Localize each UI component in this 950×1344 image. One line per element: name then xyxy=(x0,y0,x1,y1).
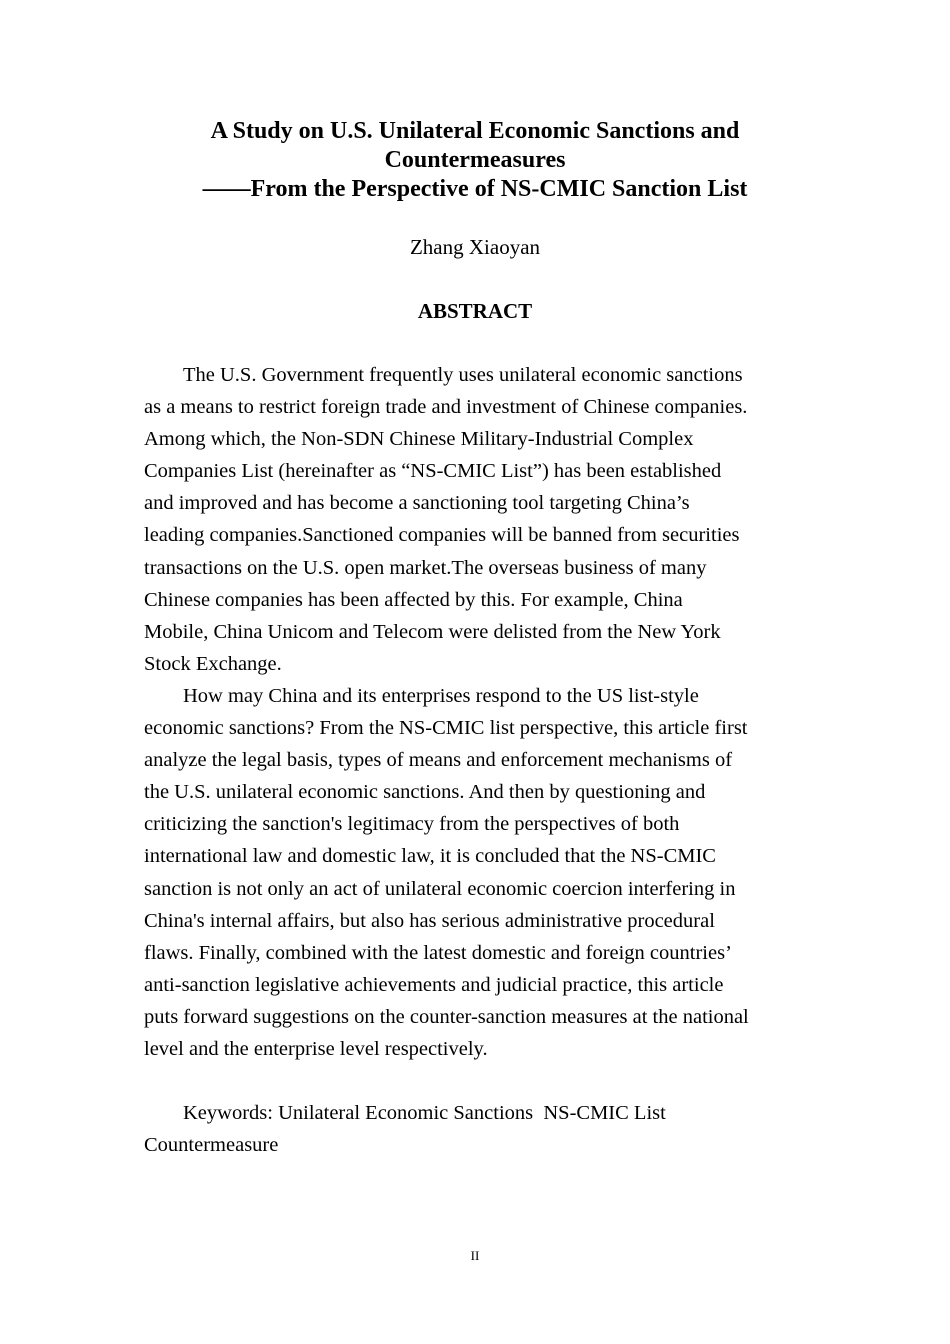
paragraph-line: puts forward suggestions on the counter-sanction measures at the national xyxy=(144,1005,749,1028)
keywords-line-2: Countermeasure xyxy=(144,1134,279,1157)
abstract-body xyxy=(144,359,806,1065)
paragraph-line: leading companies.Sanctioned companies will be banned from securities xyxy=(144,524,740,547)
paragraph-line: Chinese companies has been affected by this. For example, China xyxy=(144,588,683,611)
paragraph-line: How may China and its enterprises respond to the US list-style xyxy=(183,684,699,707)
paragraph-line: flaws. Finally, combined with the latest domestic and foreign countries’ xyxy=(144,941,732,964)
keywords-line-1: Keywords: Unilateral Economic Sanctions NS-CMIC List xyxy=(183,1102,666,1124)
title-line-1: A Study on U.S. Unilateral Economic Sanctions and xyxy=(210,118,740,144)
abstract-paragraph-1 xyxy=(144,359,806,680)
paragraph-line: China's internal affairs, but also has serious administrative procedural xyxy=(144,909,715,932)
paragraph-line: the U.S. unilateral economic sanctions. And then by questioning and xyxy=(144,781,706,804)
abstract-heading: ABSTRACT xyxy=(417,299,533,323)
page-number: II xyxy=(470,1248,480,1263)
paragraph-line: sanction is not only an act of unilateral economic coercion interfering in xyxy=(144,877,736,900)
paragraph-line: analyze the legal basis, types of means and enforcement mechanisms of xyxy=(144,749,733,772)
paragraph-line: and improved and has become a sanctioning tool targeting China’s xyxy=(144,492,690,515)
paragraph-line: anti-sanction legislative achievements and judicial practice, this article xyxy=(144,973,724,996)
paragraph-line: level and the enterprise level respectively. xyxy=(144,1037,488,1060)
paragraph-line: Mobile, China Unicom and Telecom were delisted from the New York xyxy=(144,620,721,643)
paragraph-line: criticizing the sanction's legitimacy from the perspectives of both xyxy=(144,813,680,836)
paragraph-line: Stock Exchange. xyxy=(144,652,282,675)
paragraph-line: The U.S. Government frequently uses unilateral economic sanctions xyxy=(183,364,743,386)
paragraph-line: Among which, the Non-SDN Chinese Military-Industrial Complex xyxy=(144,428,694,451)
paper-title xyxy=(144,117,806,204)
author-name: Zhang Xiaoyan xyxy=(409,235,541,259)
abstract-paragraph-2 xyxy=(144,680,806,1065)
title-line-2: Countermeasures xyxy=(384,147,566,173)
paragraph-line: as a means to restrict foreign trade and investment of Chinese companies. xyxy=(144,396,748,419)
title-subtitle: ——From the Perspective of NS-CMIC Sanction List xyxy=(202,176,748,202)
paragraph-line: international law and domestic law, it is concluded that the NS-CMIC xyxy=(144,845,716,868)
keywords xyxy=(144,1097,806,1161)
paragraph-line: transactions on the U.S. open market.The overseas business of many xyxy=(144,556,707,579)
paragraph-line: economic sanctions? From the NS-CMIC list perspective, this article first xyxy=(144,717,748,740)
paragraph-line: Companies List (hereinafter as “NS-CMIC List”) has been established xyxy=(144,460,722,483)
